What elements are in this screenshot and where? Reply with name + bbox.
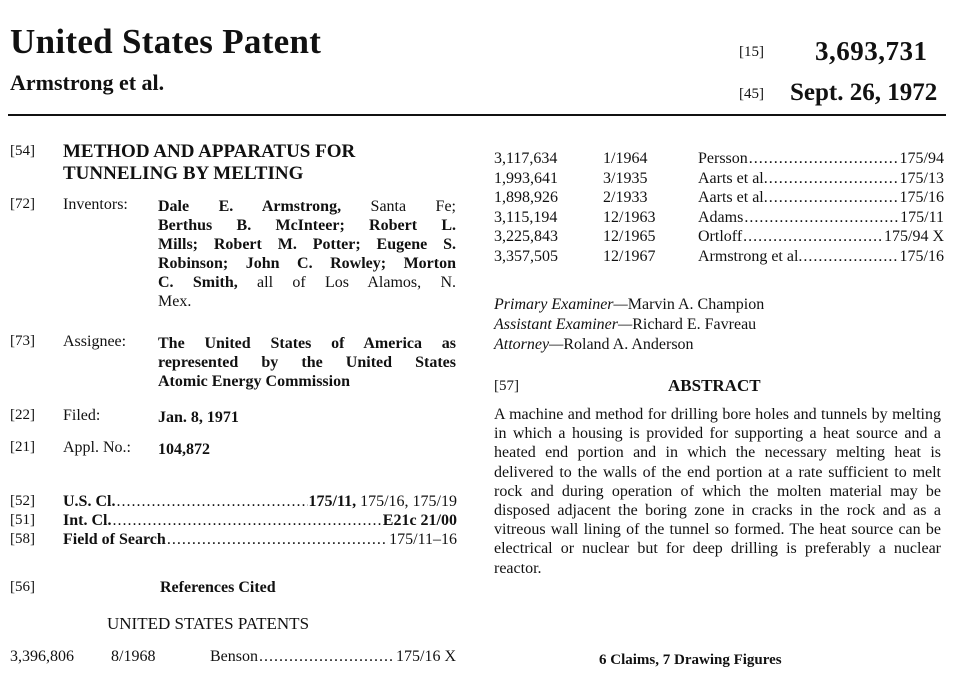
filed-value: Jan. 8, 1971 [158,409,239,426]
uscl-value-secondary: 175/16, 175/19 [356,493,457,510]
filed-label: Filed: [63,407,101,424]
assistant-examiner-label: Assistant Examiner— [494,316,633,333]
reference-number: 1,993,641 [494,169,558,187]
reference-name: Benson [210,648,258,665]
reference-name-line [698,248,944,266]
patent-number-code: [15] [739,44,764,60]
patent-title: United States Patent [10,22,322,61]
uscl-line [63,493,457,511]
reference-number: 3,357,505 [494,248,558,265]
reference-date: 2/1933 [603,189,648,207]
reference-name-line [698,170,944,188]
inventors-list [158,197,456,311]
reference-date: 8/1968 [111,648,156,665]
appl-label: Appl. No.: [63,439,131,456]
assistant-examiner [494,316,756,334]
reference-class: 175/94 [899,150,944,167]
inventors-code: [72] [10,196,35,212]
search-label: Field of Search [63,531,166,548]
reference-name-line [698,189,944,207]
reference-date: 3/1935 [603,169,648,187]
claims-summary: 6 Claims, 7 Drawing Figures [599,652,782,668]
inventors-line: Berthus B. McInteer; Robert L. [158,217,456,234]
attorney [494,336,694,354]
reference-number: 3,396,806 [10,648,74,665]
assistant-examiner-name: Richard E. Favreau [632,316,757,333]
title-code: [54] [10,143,35,159]
reference-date: 1/1964 [603,150,648,167]
assignee-value [158,334,456,391]
intcl-code: [51] [10,512,35,528]
appl-value: 104,872 [158,441,210,458]
reference-class: 175/16 [899,189,944,207]
inventors-line: Robinson; John C. Rowley; Morton [158,255,456,272]
reference-name-line [698,209,944,227]
patent-date-code: [45] [739,86,764,102]
uscl-label: U.S. Cl. [63,493,116,510]
attorney-name: Roland A. Anderson [563,336,694,353]
invention-title-line1: METHOD AND APPARATUS FOR [63,141,356,162]
reference-number: 3,225,843 [494,228,558,246]
search-value: 175/11–16 [389,531,457,548]
abstract-heading: ABSTRACT [668,376,761,395]
reference-name: Armstrong et al. [698,248,803,265]
reference-class: 175/16 X [396,648,456,665]
patent-date: Sept. 26, 1972 [790,79,938,106]
reference-name-line [698,228,944,246]
reference-date: 12/1965 [603,228,656,246]
inventors-label: Inventors: [63,196,128,213]
assignee-code: [73] [10,333,35,349]
reference-number: 1,898,926 [494,189,558,207]
reference-date: 12/1963 [603,208,656,226]
refs-code: [56] [10,579,35,595]
reference-class: 175/94 X [884,228,944,246]
reference-class: 175/11 [900,208,944,226]
reference-name: Ortloff [698,228,743,246]
us-patents-heading: UNITED STATES PATENTS [107,614,310,633]
attorney-label: Attorney— [494,336,564,353]
intcl-line [63,512,457,530]
header-divider [8,114,946,116]
inventors-line: Mills; Robert M. Potter; Eugene S. [158,236,456,253]
inventors-line: C. Smith, all of Los Alamos, N. [158,274,456,291]
reference-class: 175/13 [899,169,944,187]
appl-code: [21] [10,439,35,455]
assignee-line: represented by the United States [158,354,456,371]
assignee-line: The United States of America as [158,335,456,352]
reference-name-line [210,648,456,666]
abstract-text: A machine and method for drilling bore holes and tunnels by melting in which a housing is provided for supporting a heat source and a heated end portion and in which the necessary melting heat is delivered to the walls of the end portion at a rate sufficient to melt rock and during operation of which the molten material may be disposed adjacent the boring zone in cracks in the rock and as a vitreous wall lining of the tunnel so formed. The heat source can be electrical or nuclear but for deep drilling is preferably a nuclear reactor. [494,406,941,577]
patent-authors: Armstrong et al. [10,70,165,95]
refs-heading: References Cited [160,579,276,596]
uscl-value-primary: 175/11, [308,493,357,510]
reference-name: Persson [698,150,748,167]
reference-number: 3,117,634 [494,150,558,167]
search-line [63,531,457,549]
reference-number: 3,115,194 [494,208,558,226]
search-code: [58] [10,531,35,547]
primary-examiner-name: Marvin A. Champion [627,296,765,313]
primary-examiner-label: Primary Examiner— [494,296,628,313]
inventors-line: Mex. [158,293,192,310]
reference-name: Aarts et al. [698,189,768,207]
invention-title [63,141,355,185]
invention-title-line2: TUNNELING BY MELTING [63,163,304,184]
intcl-label: Int. Cl. [63,512,112,529]
filed-code: [22] [10,407,35,423]
intcl-value: E21c 21/00 [382,512,457,529]
reference-name: Adams [698,208,744,226]
reference-name: Aarts et al. [698,169,768,187]
assignee-label: Assignee: [63,333,127,350]
patent-number: 3,693,731 [815,36,928,66]
inventors-line: Dale E. Armstrong, Santa Fe; [158,198,456,215]
reference-name-line [698,150,944,168]
uscl-code: [52] [10,493,35,509]
reference-class: 175/16 [899,248,944,265]
assignee-line: Atomic Energy Commission [158,373,350,390]
primary-examiner [494,296,764,314]
reference-date: 12/1967 [603,248,656,265]
abstract-code: [57] [494,378,519,394]
